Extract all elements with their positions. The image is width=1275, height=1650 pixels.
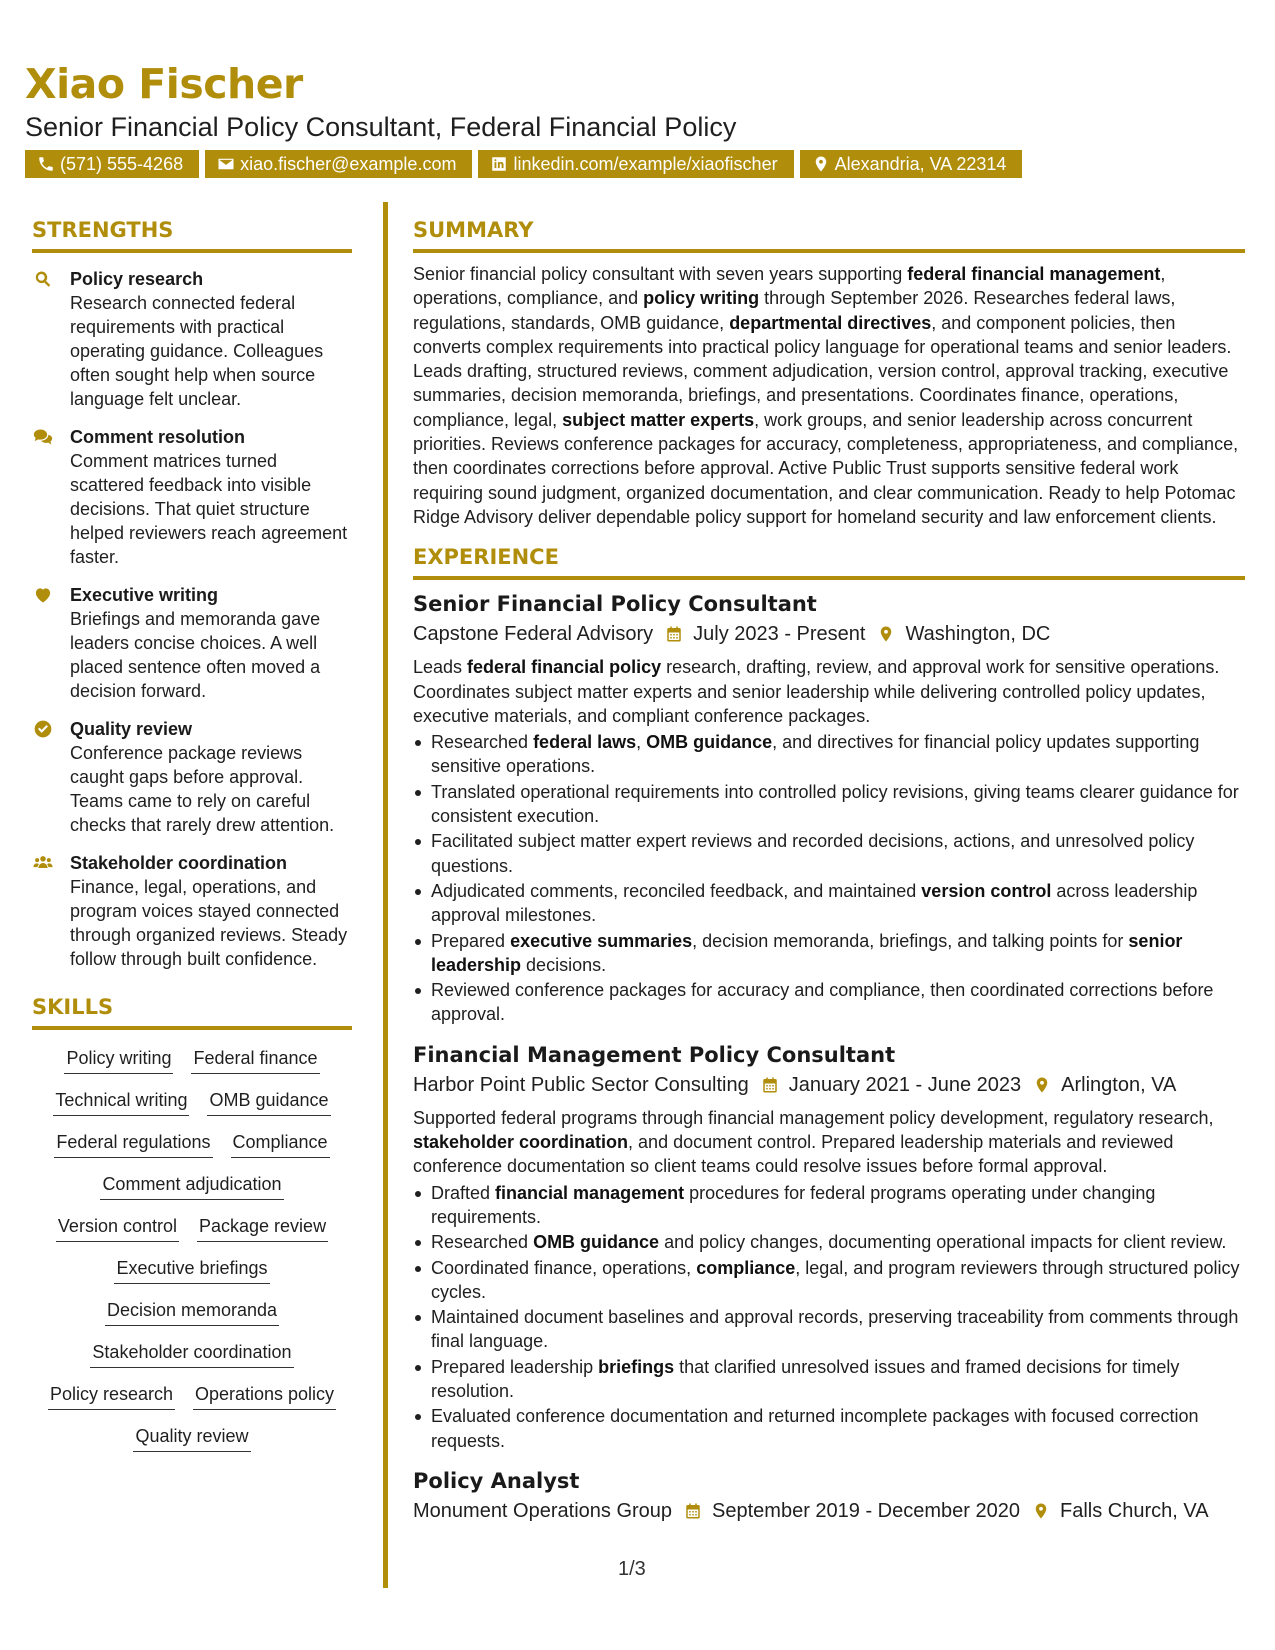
- skill-tag: Decision memoranda: [105, 1298, 279, 1326]
- bullet-item: [413, 1404, 1245, 1453]
- resume-header: [25, 60, 1255, 178]
- job-description: [413, 1106, 1245, 1179]
- job-company: Harbor Point Public Sector Consulting: [413, 1073, 749, 1096]
- text-run: Supported federal programs through financial management policy development, regulatory research,: [413, 1107, 1214, 1128]
- email-text: xiao.fischer@example.com: [240, 154, 457, 174]
- text-run: , and component policies, then converts complex requirements into practical policy language for operational teams and senior leaders. Leads drafting, structured reviews, comment adjudication, version control, approval tracking, executive summaries, decision memoranda, briefings, and presentations. Coordinates finance, operations, compliance, legal,: [413, 312, 1232, 430]
- phone-text: (571) 555-4268: [60, 154, 184, 174]
- heart-icon: [32, 585, 54, 605]
- contact-email[interactable]: [205, 150, 472, 178]
- contact-location: [800, 150, 1023, 178]
- strength-name: Comment resolution: [70, 427, 246, 447]
- job-bullets: [413, 1181, 1245, 1453]
- text-run: across leadership approval milestones.: [431, 880, 1198, 926]
- bold-text: subject matter experts: [562, 409, 755, 430]
- text-run: Adjudicated comments, reconciled feedback, and maintained: [431, 880, 922, 901]
- linkedin-text: linkedin.com/example/xiaofischer: [513, 154, 778, 174]
- strength-item: [32, 583, 352, 703]
- users-icon: [32, 853, 54, 873]
- contact-bar: [25, 150, 1255, 178]
- bold-text: stakeholder coordination: [413, 1132, 629, 1153]
- bullet-item: [413, 1355, 1245, 1404]
- text-run: Coordinated finance, operations,: [431, 1257, 697, 1278]
- text-run: Maintained document baselines and approval records, preserving traceability from comments through final language.: [431, 1307, 1239, 1352]
- bold-text: policy writing: [643, 288, 760, 309]
- skill-tag: Technical writing: [53, 1088, 189, 1116]
- left-column: [32, 216, 352, 1452]
- skill-tag: Policy research: [48, 1382, 175, 1410]
- check-circle-icon: [32, 719, 54, 739]
- text-run: Reviewed conference packages for accuracy and compliance, then coordinated corrections before approval.: [431, 980, 1214, 1025]
- text-run: procedures for federal programs operating under changing requirements.: [431, 1182, 1156, 1227]
- text-run: ,: [636, 732, 647, 753]
- contact-phone[interactable]: [25, 150, 199, 178]
- bold-text: version control: [921, 880, 1052, 901]
- bullet-item: [413, 1181, 1245, 1230]
- job-dates: January 2021 - June 2023: [788, 1073, 1022, 1096]
- skill-tag: Operations policy: [193, 1382, 336, 1410]
- job-location: Washington, DC: [905, 623, 1051, 646]
- text-run: , legal, and program reviewers through structured policy cycles.: [431, 1257, 1240, 1302]
- job-company: Monument Operations Group: [413, 1499, 673, 1522]
- job-entry: [413, 1467, 1245, 1526]
- strength-desc: Research connected federal requirements with practical operating guidance. Colleagues often sought help when source language felt unclear.: [70, 293, 324, 409]
- text-run: , decision memoranda, briefings, and talking points for: [692, 930, 1129, 951]
- strength-item: [32, 851, 352, 971]
- job-title: Financial Management Policy Consultant: [413, 1042, 896, 1067]
- strength-name: Policy research: [70, 269, 204, 289]
- text-run: Researched: [431, 732, 534, 753]
- skill-tag: Federal finance: [191, 1046, 319, 1074]
- strength-desc: Briefings and memoranda gave leaders concise choices. A well placed sentence often moved a decision forward.: [70, 609, 321, 701]
- envelope-icon: [217, 155, 235, 173]
- bullet-item: [413, 879, 1245, 928]
- text-run: Prepared leadership: [431, 1356, 599, 1377]
- text-run: Evaluated conference documentation and returned incomplete packages with focused correction requests.: [431, 1406, 1199, 1451]
- experience-heading: EXPERIENCE: [413, 543, 1245, 580]
- text-run: Senior financial policy consultant with seven years supporting: [413, 264, 908, 284]
- page-indicator: 1/3: [618, 1558, 646, 1580]
- text-run: , and document control. Prepared leadership materials and reviewed conference documentation so client teams could resolve issues before formal approval.: [413, 1132, 1174, 1177]
- job-title: Senior Financial Policy Consultant: [413, 592, 817, 617]
- job-dates: September 2019 - December 2020: [712, 1499, 1020, 1522]
- candidate-title: Senior Financial Policy Consultant, Federal Financial Policy: [25, 112, 737, 142]
- strength-name: Quality review: [70, 719, 193, 739]
- text-run: Leads: [413, 657, 468, 678]
- job-entry: [413, 1041, 1245, 1453]
- job-meta: [413, 619, 1245, 649]
- text-run: , work groups, and senior leadership across concurrent priorities. Reviews conference packages for accuracy, completeness, appropriateness, and compliance, then coordinates corrections before approval. Active Public Trust supports sensitive federal work requiring sound judgment, organized documentation, and clear communication. Ready to help Potomac Ridge Advisory deliver dependable policy support for homeland security and law enforcement clients.: [413, 409, 1239, 527]
- calendar-icon: [684, 1501, 702, 1521]
- text-run: Facilitated subject matter expert reviews and recorded decisions, actions, and unresolved policy questions.: [431, 831, 1195, 876]
- calendar-icon: [761, 1075, 779, 1095]
- phone-icon: [37, 155, 55, 173]
- strength-item: [32, 267, 352, 411]
- text-run: through September 2026. Researches federal laws, regulations, standards, OMB guidance,: [413, 288, 1176, 333]
- text-run: Researched: [431, 1232, 534, 1253]
- bullet-item: [413, 730, 1245, 779]
- text-run: , operations, compliance, and: [413, 264, 1166, 309]
- map-marker-icon: [812, 155, 830, 173]
- skill-tag: OMB guidance: [207, 1088, 330, 1116]
- skill-tag: Comment adjudication: [100, 1172, 283, 1200]
- strength-desc: Finance, legal, operations, and program voices stayed connected through organized reviews. Steady follow through built confidence.: [70, 877, 348, 969]
- text-run: that clarified unresolved issues and framed decisions for timely resolution.: [431, 1356, 1180, 1401]
- job-meta: [413, 1496, 1245, 1526]
- strength-desc: Conference package reviews caught gaps before approval. Teams came to rely on careful checks that rarely drew attention.: [70, 743, 335, 835]
- strength-desc: Comment matrices turned scattered feedback into visible decisions. That quiet structure helped reviewers reach agreement faster.: [70, 451, 348, 567]
- search-icon: [32, 269, 54, 289]
- summary-text: [413, 262, 1245, 529]
- skill-tag: Federal regulations: [54, 1130, 212, 1158]
- column-divider: [383, 202, 388, 1588]
- skill-tag: Compliance: [231, 1130, 330, 1158]
- skills-list: [32, 1046, 352, 1452]
- strengths-heading: STRENGTHS: [32, 216, 352, 253]
- location-text: Alexandria, VA 22314: [834, 154, 1007, 174]
- comments-icon: [32, 427, 54, 447]
- map-marker-icon: [1033, 1075, 1051, 1095]
- skills-heading: SKILLS: [32, 993, 352, 1030]
- skill-tag: Policy writing: [64, 1046, 173, 1074]
- job-location: Arlington, VA: [1061, 1073, 1177, 1096]
- job-title: Policy Analyst: [413, 1468, 580, 1493]
- text-run: Drafted: [431, 1182, 496, 1203]
- contact-linkedin[interactable]: [478, 150, 793, 178]
- text-run: decisions.: [521, 954, 607, 975]
- bold-text: OMB guidance: [646, 732, 773, 753]
- job-bullets: [413, 730, 1245, 1027]
- bold-text: federal financial management: [907, 264, 1161, 284]
- bold-text: financial management: [495, 1182, 685, 1203]
- linkedin-icon: [490, 155, 508, 173]
- bullet-item: [413, 978, 1245, 1027]
- text-run: Translated operational requirements into controlled policy revisions, giving teams clearer guidance for consistent execution.: [431, 781, 1239, 827]
- bullet-item: [413, 929, 1245, 978]
- bold-text: OMB guidance: [533, 1232, 660, 1253]
- bold-text: executive summaries: [510, 930, 693, 951]
- experience-list: [413, 590, 1245, 1526]
- skill-tag: Quality review: [133, 1424, 250, 1452]
- bold-text: senior leadership: [431, 930, 1183, 975]
- text-run: , and directives for financial policy updates supporting sensitive operations.: [431, 732, 1200, 777]
- skill-tag: Executive briefings: [114, 1256, 269, 1284]
- text-run: research, drafting, review, and approval work for sensitive operations. Coordinates subject matter experts and senior leadership while delivering controlled policy updates, executive materials, and compliant conference packages.: [413, 657, 1220, 726]
- strength-item: [32, 425, 352, 569]
- job-description: [413, 655, 1245, 728]
- summary-heading: SUMMARY: [413, 216, 1245, 253]
- strength-name: Stakeholder coordination: [70, 853, 288, 873]
- bold-text: compliance: [696, 1257, 796, 1278]
- skill-tag: Version control: [56, 1214, 179, 1242]
- job-meta: [413, 1070, 1245, 1100]
- text-run: Prepared: [431, 930, 511, 951]
- bold-text: briefings: [598, 1356, 675, 1377]
- strength-name: Executive writing: [70, 585, 219, 605]
- bullet-item: [413, 1230, 1245, 1254]
- bullet-item: [413, 1256, 1245, 1305]
- strength-item: [32, 717, 352, 837]
- job-company: Capstone Federal Advisory: [413, 623, 654, 646]
- skill-tag: Stakeholder coordination: [90, 1340, 293, 1368]
- bullet-item: [413, 1305, 1245, 1354]
- map-marker-icon: [1032, 1501, 1050, 1521]
- bold-text: federal financial policy: [467, 657, 662, 678]
- calendar-icon: [665, 624, 683, 644]
- bullet-item: [413, 829, 1245, 878]
- bold-text: departmental directives: [729, 312, 932, 333]
- bold-text: federal laws: [533, 732, 637, 753]
- map-marker-icon: [877, 624, 895, 644]
- text-run: and policy changes, documenting operational impacts for client review.: [659, 1232, 1227, 1253]
- bullet-item: [413, 780, 1245, 829]
- job-dates: July 2023 - Present: [693, 623, 866, 646]
- skill-tag: Package review: [197, 1214, 328, 1242]
- job-entry: [413, 590, 1245, 1026]
- job-location: Falls Church, VA: [1060, 1499, 1209, 1522]
- candidate-name: Xiao Fischer: [25, 60, 303, 108]
- right-column: [413, 216, 1245, 1526]
